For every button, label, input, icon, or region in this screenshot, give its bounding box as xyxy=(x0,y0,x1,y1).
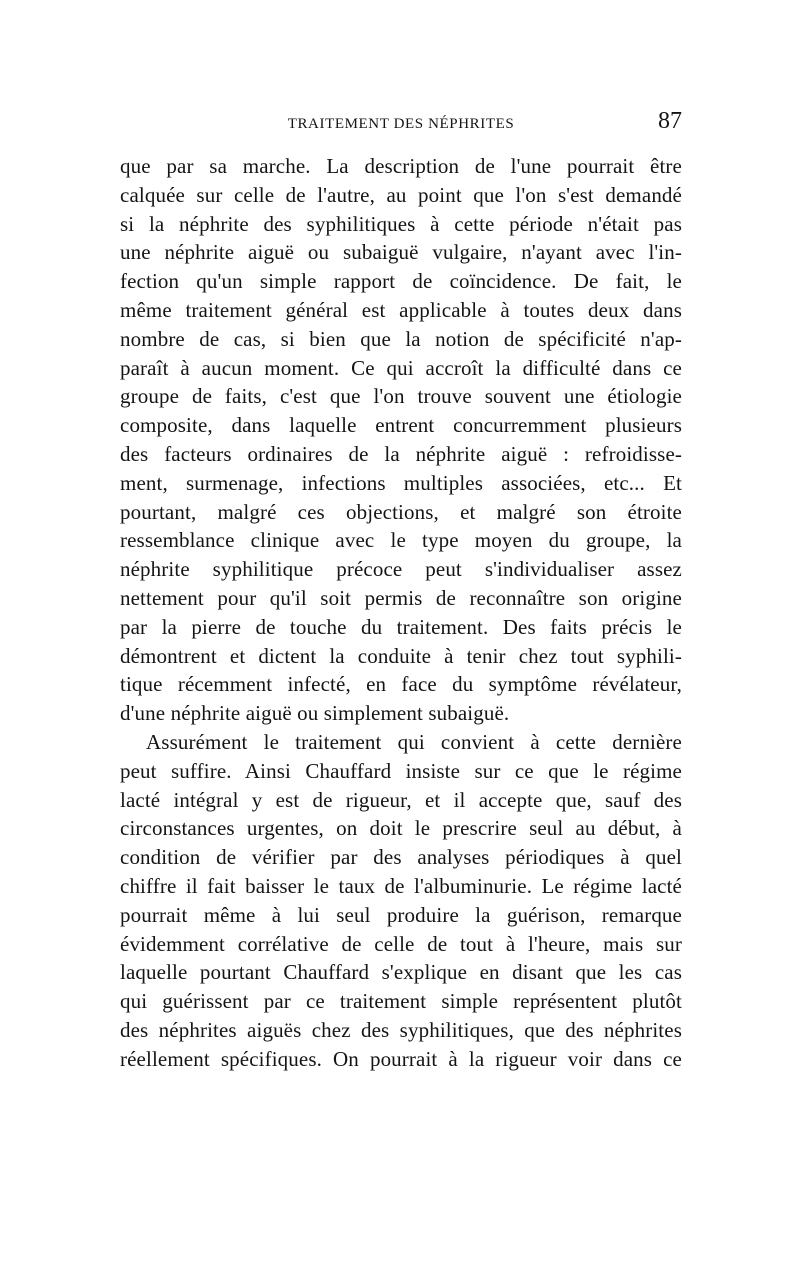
text-line: des néphrites aiguës chez des syphilitiques, que des néphrites xyxy=(120,1017,682,1042)
text-line: même traitement général est applicable à toutes deux dans xyxy=(120,297,682,322)
text-line: néphrite syphilitique précoce peut s'individualiser assez xyxy=(120,557,682,582)
text-line: pourrait même à lui seul produire la guérison, remarque xyxy=(120,902,682,927)
text-line: nombre de cas, si bien que la notion de spécificité n'ap- xyxy=(120,326,682,351)
text-line: des facteurs ordinaires de la néphrite aiguë : refroidisse- xyxy=(120,441,682,466)
text-line: laquelle pourtant Chauffard s'explique en disant que les cas xyxy=(120,960,682,985)
text-line: peut suffire. Ainsi Chauffard insiste sur ce que le régime xyxy=(120,758,682,783)
text-line: que par sa marche. La description de l'une pourrait être xyxy=(120,154,682,178)
text-line: groupe de faits, c'est que l'on trouve souvent une étiologie xyxy=(120,384,682,409)
text-line: qui guérissent par ce traitement simple représentent plutôt xyxy=(120,989,682,1014)
running-header xyxy=(120,108,682,142)
body-text xyxy=(120,152,682,1074)
page-number: 87 xyxy=(658,108,682,134)
text-line: composite, dans laquelle entrent concurremment plusieurs xyxy=(120,413,682,438)
text-line: évidemment corrélative de celle de tout à l'heure, mais sur xyxy=(120,931,682,956)
book-page xyxy=(120,108,682,1074)
text-line: Assurément le traitement qui convient à cette dernière xyxy=(146,729,682,754)
text-line: pourtant, malgré ces objections, et malgré son étroite xyxy=(120,499,682,524)
text-line: fection qu'un simple rapport de coïncidence. De fait, le xyxy=(120,269,682,294)
text-line: d'une néphrite aiguë ou simplement subaiguë. xyxy=(120,701,510,726)
text-line: une néphrite aiguë ou subaiguë vulgaire, n'ayant avec l'in- xyxy=(120,240,682,265)
text-line: ressemblance clinique avec le type moyen du groupe, la xyxy=(120,528,682,553)
text-line: démontrent et dictent la conduite à tenir chez tout syphili- xyxy=(120,643,682,668)
text-line: ment, surmenage, infections multiples associées, etc... Et xyxy=(120,470,682,495)
text-line: calquée sur celle de l'autre, au point que l'on s'est demandé xyxy=(120,182,682,207)
paragraph xyxy=(120,728,682,1074)
running-title: TRAITEMENT DES NÉPHRITES xyxy=(287,116,515,132)
text-line: condition de vérifier par des analyses périodiques à quel xyxy=(120,845,682,870)
text-line: lacté intégral y est de rigueur, et il accepte que, sauf des xyxy=(120,787,682,812)
text-line: tique récemment infecté, en face du symptôme révélateur, xyxy=(120,672,682,697)
paragraph xyxy=(120,152,682,728)
text-line: nettement pour qu'il soit permis de reconnaître son origine xyxy=(120,585,682,610)
text-line: par la pierre de touche du traitement. Des faits précis le xyxy=(120,614,682,639)
text-line: si la néphrite des syphilitiques à cette période n'était pas xyxy=(120,211,682,236)
text-line: paraît à aucun moment. Ce qui accroît la difficulté dans ce xyxy=(120,355,682,380)
text-line: chiffre il fait baisser le taux de l'albuminurie. Le régime lacté xyxy=(120,873,682,898)
text-line: circonstances urgentes, on doit le prescrire seul au début, à xyxy=(120,816,682,841)
text-line: réellement spécifiques. On pourrait à la rigueur voir dans ce xyxy=(120,1046,682,1071)
